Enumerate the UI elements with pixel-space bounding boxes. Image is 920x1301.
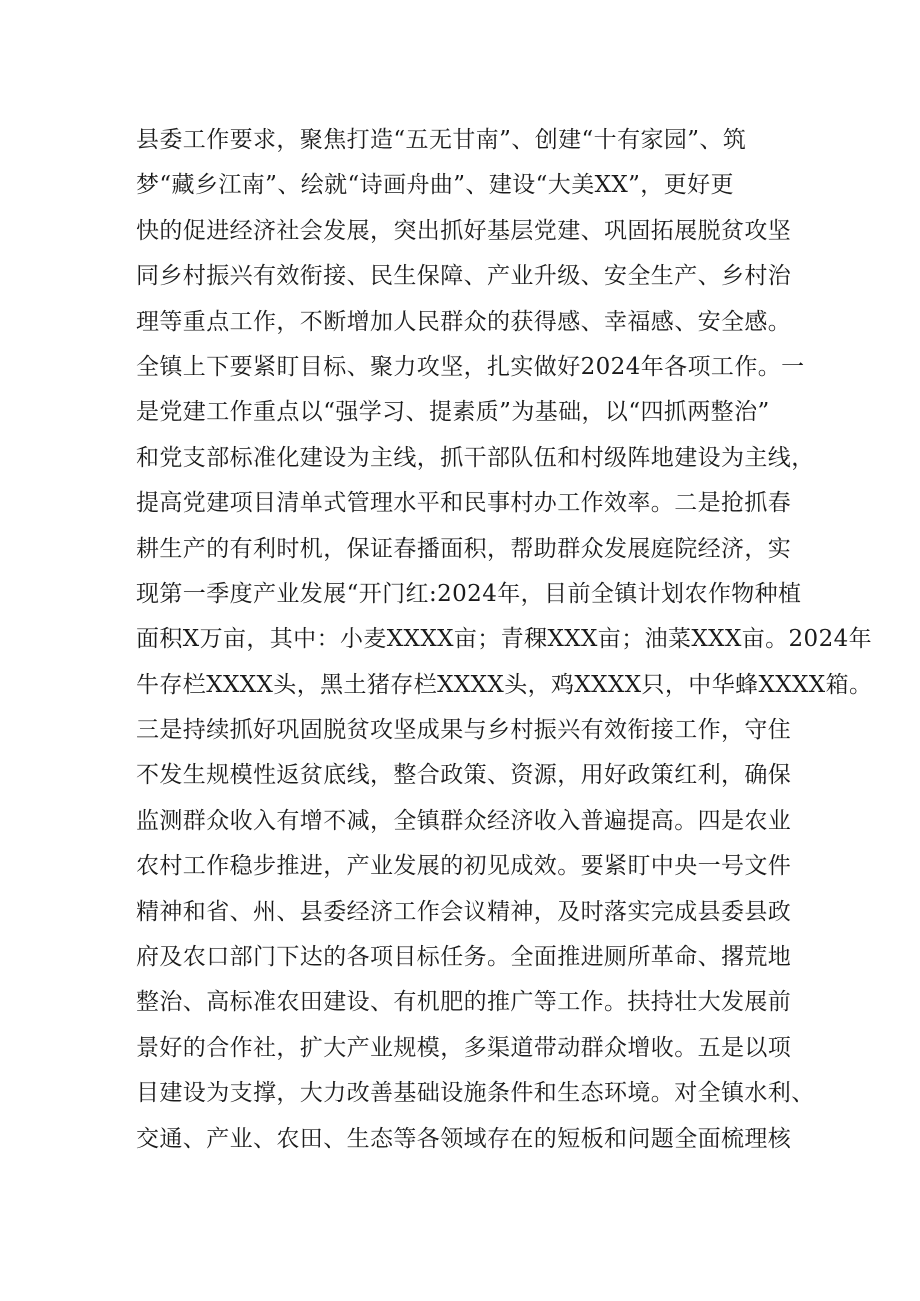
text-line: 景好的合作社，扩大产业规模，多渠道带动群众增收。五是以项 [136, 1034, 792, 1061]
text-line: 牛存栏XXXX头，黑土猪存栏XXXX头，鸡XXXX只，中华蜂XXXX箱。 [136, 671, 873, 698]
text-line: 县委工作要求，聚焦打造“五无甘南”、创建“十有家园”、筑 [136, 127, 747, 153]
text-line: 三是持续抓好巩固脱贫攻坚成果与乡村振兴有效衔接工作，守住 [136, 717, 792, 744]
text-line: 同乡村振兴有效衔接、民生保障、产业升级、安全生产、乡村治 [136, 263, 792, 290]
text-line: 交通、产业、农田、生态等各领域存在的短板和问题全面梳理核 [136, 1125, 792, 1152]
text-line: 监测群众收入有增不减，全镇群众经济收入普遍提高。四是农业 [136, 807, 792, 834]
text-line: 梦“藏乡江南”、绘就“诗画舟曲”、建设“大美XX”，更好更 [136, 172, 734, 199]
text-line: 面积X万亩，其中：小麦XXXX亩；青稞XXX亩；油菜XXX亩。2024年 [136, 626, 873, 653]
text-line: 快的促进经济社会发展，突出抓好基层党建、巩固拓展脱贫攻坚 [136, 217, 792, 244]
text-line: 现第一季度产业发展“开门红:2024年，目前全镇计划农作物种植 [136, 580, 802, 607]
text-line: 理等重点工作，不断增加人民群众的获得感、幸福感、安全感。 [136, 308, 792, 335]
text-line: 不发生规模性返贫底线，整合政策、资源，用好政策红利，确保 [136, 762, 792, 789]
text-line: 全镇上下要紧盯目标、聚力攻坚，扎实做好2024年各项工作。一 [136, 353, 805, 380]
text-line: 耕生产的有利时机，保证春播面积，帮助群众发展庭院经济，实 [136, 535, 792, 562]
text-line: 农村工作稳步推进，产业发展的初见成效。要紧盯中央一号文件 [136, 853, 792, 880]
text-line: 目建设为支撑，大力改善基础设施条件和生态环境。对全镇水利、 [136, 1080, 815, 1107]
text-line: 是党建工作重点以“强学习、提素质”为基础，以“四抓两整治” [136, 399, 770, 426]
text-line: 整治、高标准农田建设、有机肥的推广等工作。扶持壮大发展前 [136, 989, 792, 1016]
body-text [136, 118, 873, 1162]
text-line: 和党支部标准化建设为主线，抓干部队伍和村级阵地建设为主线， [136, 444, 815, 471]
text-line: 提高党建项目清单式管理水平和民事村办工作效率。二是抢抓春 [136, 490, 792, 517]
text-line: 精神和省、州、县委经济工作会议精神，及时落实完成县委县政 [136, 898, 792, 925]
text-line: 府及农口部门下达的各项目标任务。全面推进厕所革命、撂荒地 [136, 944, 792, 971]
